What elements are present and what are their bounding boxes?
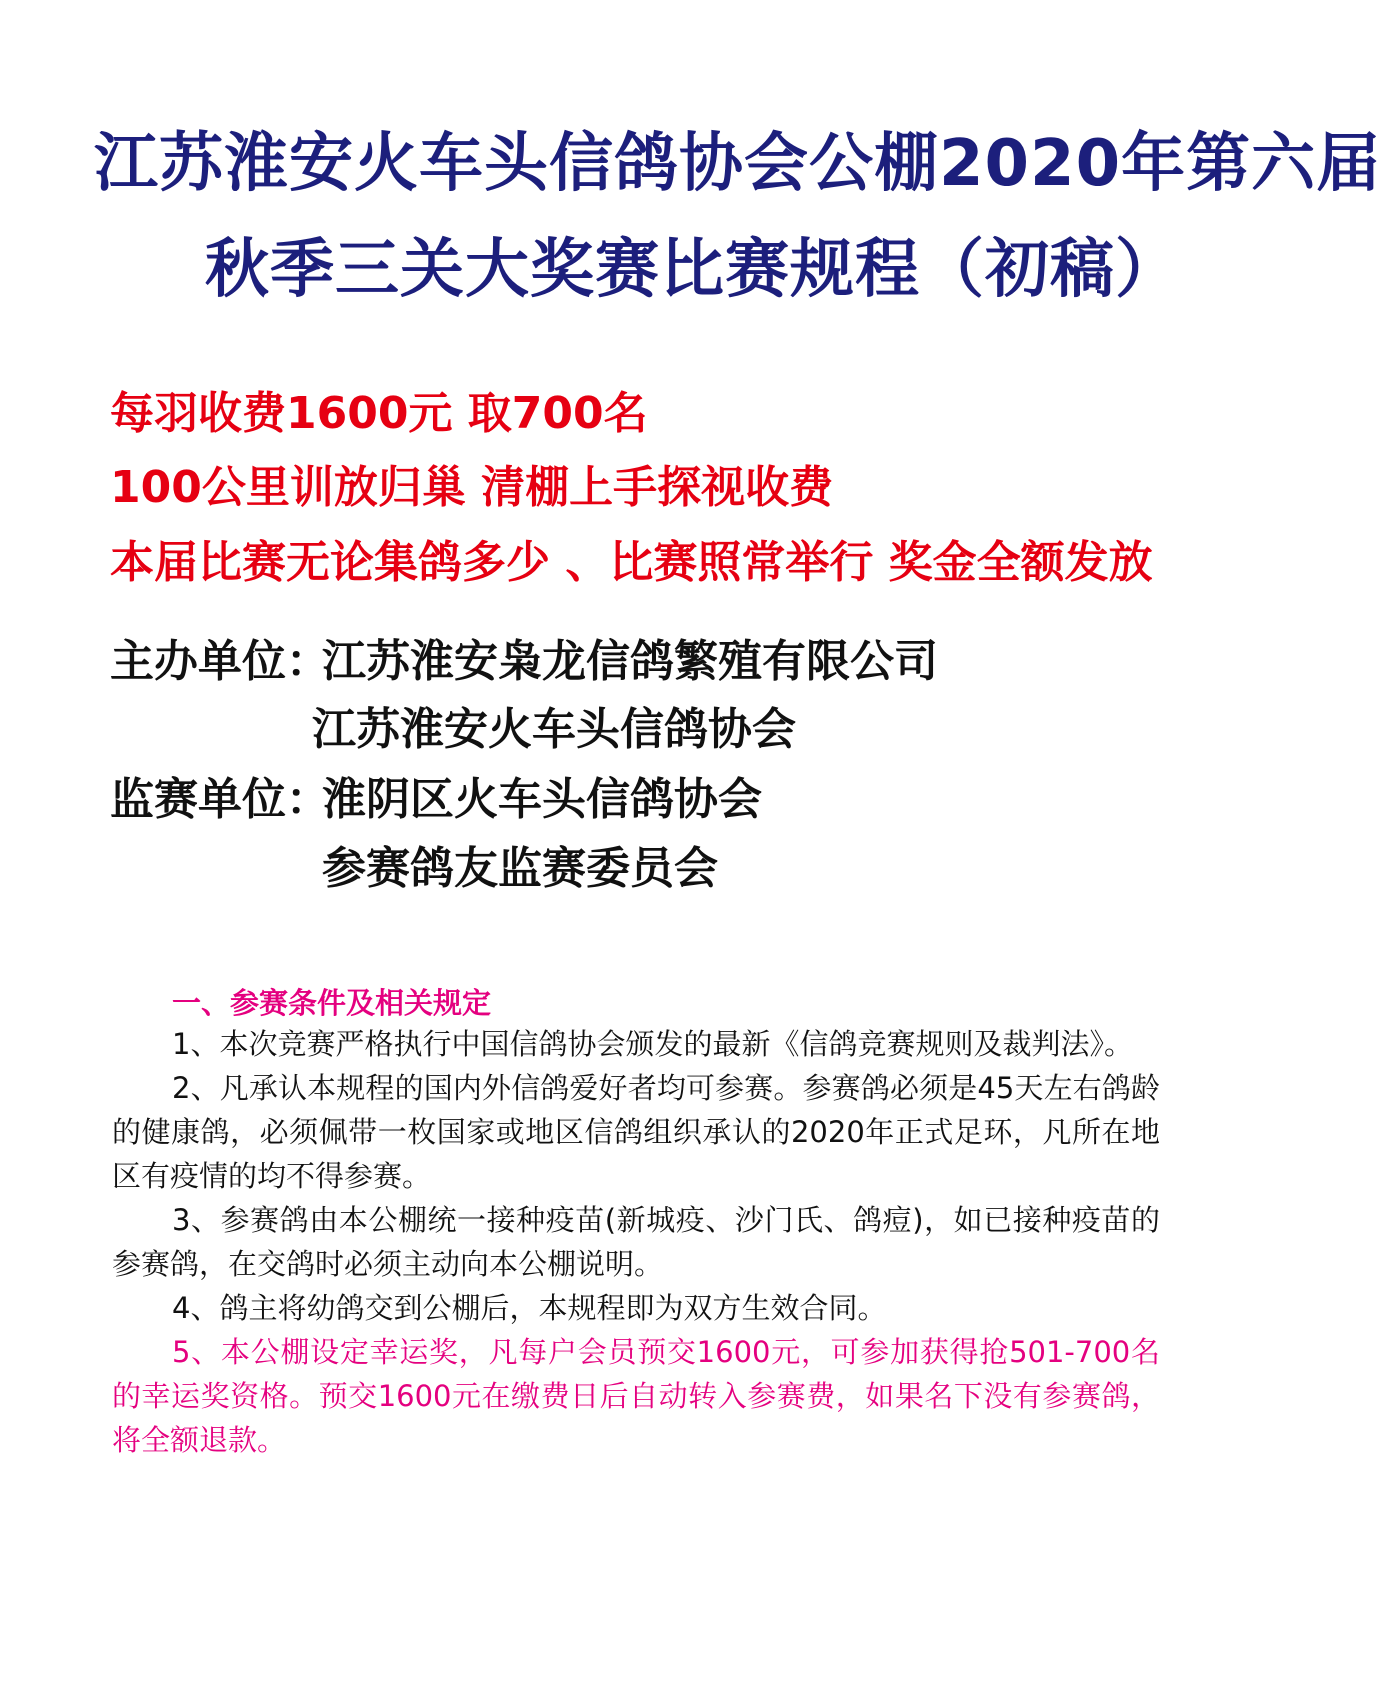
- rules-list: [112, 1022, 1160, 1462]
- rule-item-5: 5、本公棚设定幸运奖，凡每户会员预交1600元，可参加获得抢501-700名的幸运奖资格。预交1600元在缴费日后自动转入参赛费，如果名下没有参赛鸽，将全额退款。: [112, 1335, 1160, 1457]
- section-heading: 一、参赛条件及相关规定: [172, 986, 492, 1020]
- supervisor-label: 监赛单位：: [110, 774, 330, 825]
- supervisor-organizer-2: 参赛鸽友监赛委员会: [322, 843, 718, 894]
- supervisor-organizer-1: 淮阴区火车头信鸽协会: [322, 774, 762, 825]
- prize-guarantee-highlight: 本届比赛无论集鸽多少 、比赛照常举行 奖金全额发放: [110, 537, 1153, 588]
- fee-highlight: 每羽收费1600元 取700名: [110, 388, 648, 439]
- document-title-line-2: 秋季三关大奖赛比赛规程（初稿）: [205, 233, 1180, 307]
- rule-item-1: 1、本次竞赛严格执行中国信鸽协会颁发的最新《信鸽竞赛规则及裁判法》。: [172, 1027, 1133, 1061]
- document-title-line-1: 江苏淮安火车头信鸽协会公棚2020年第六届: [94, 127, 1381, 201]
- rule-item-2: 2、凡承认本规程的国内外信鸽爱好者均可参赛。参赛鸽必须是45天左右鸽龄的健康鸽，必须佩带一枚国家或地区信鸽组织承认的2020年正式足环，凡所在地区有疫情的均不得参赛。: [112, 1071, 1160, 1193]
- rule-item-4: 4、鸽主将幼鸽交到公棚后，本规程即为双方生效合同。: [172, 1291, 887, 1325]
- training-highlight: 100公里训放归巢 清棚上手探视收费: [110, 462, 834, 513]
- rule-item-3: 3、参赛鸽由本公棚统一接种疫苗(新城疫、沙门氏、鸽痘)，如已接种疫苗的参赛鸽，在交鸽时必须主动向本公棚说明。: [112, 1203, 1160, 1281]
- host-organizer-2: 江苏淮安火车头信鸽协会: [312, 704, 796, 755]
- host-label: 主办单位：: [110, 636, 330, 687]
- host-organizer-1: 江苏淮安枭龙信鸽繁殖有限公司: [322, 636, 938, 687]
